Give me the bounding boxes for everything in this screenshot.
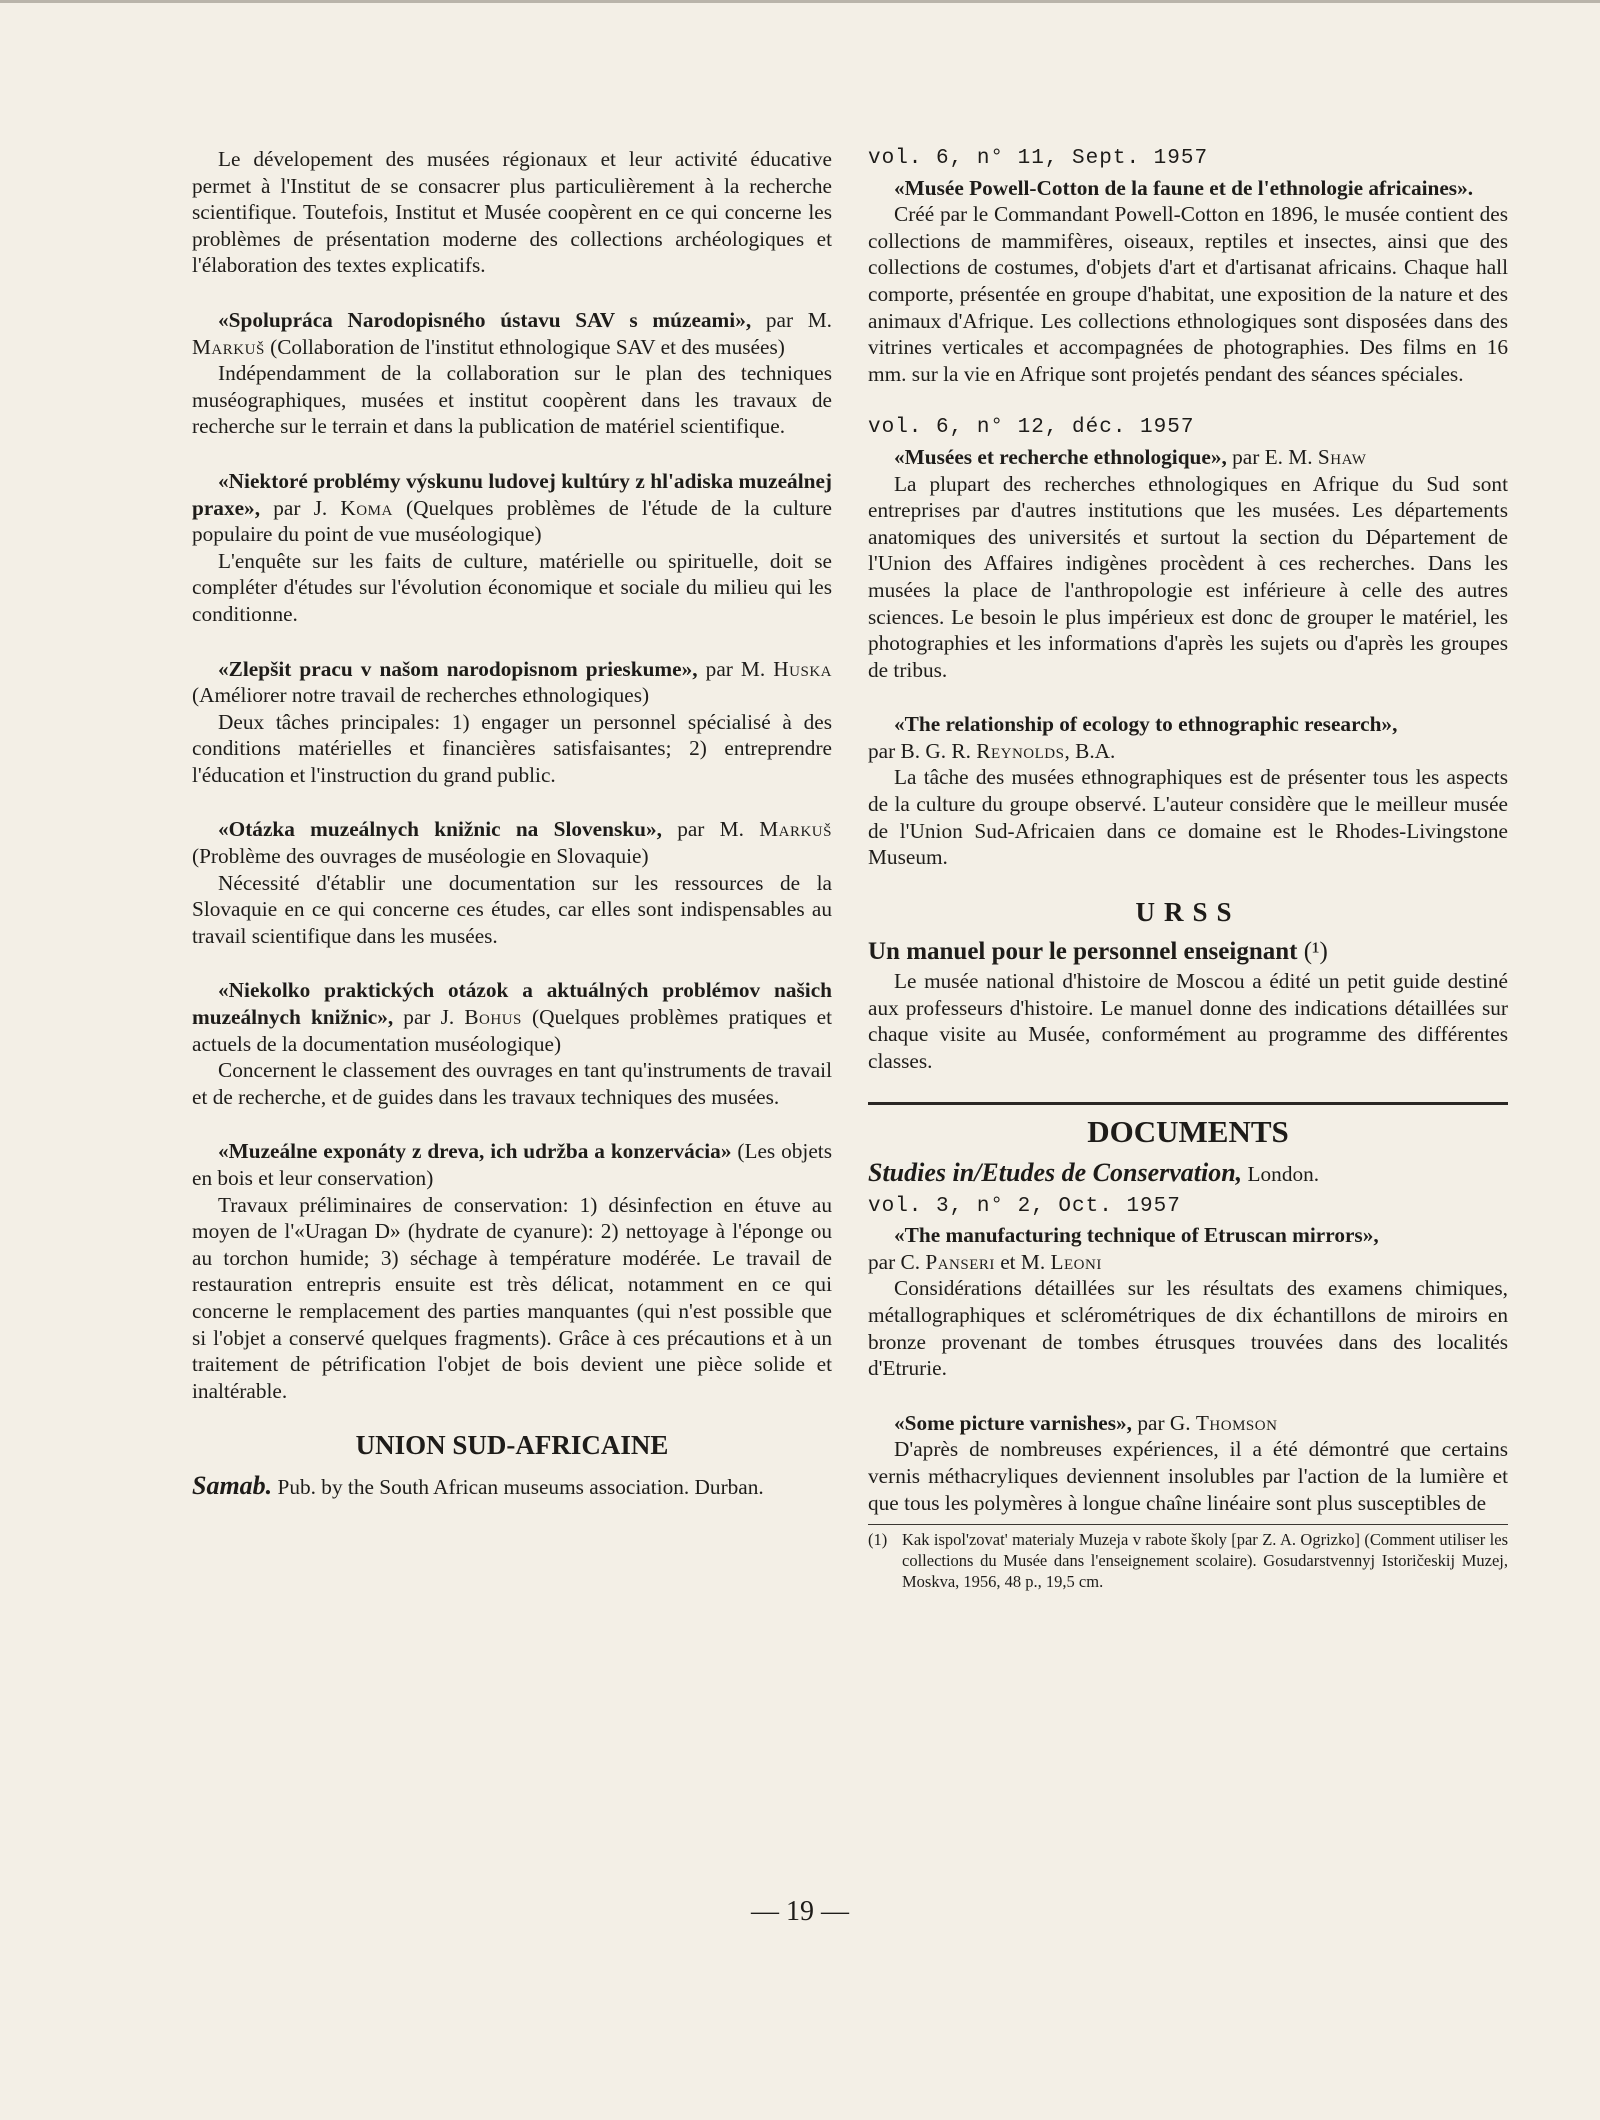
left-column (192, 146, 832, 1507)
entry-summary: Considérations détaillées sur les résultats des examens chimiques, métallographiques et sclérométriques de dix échantillons de miroirs en bronze provenant de tombes étrusques trouvées dans des localités d'Etrurie. (868, 1276, 1508, 1381)
entry-powell-cotton (868, 175, 1508, 388)
entry-summary: La plupart des recherches ethnologiques en Afrique du Sud sont entreprises par d'autres institutions que les musées. Les départements anatomiques des universités et surtout la section du Département de l'Union des Affaires indigènes procèdent à ces recherches. Dans les musées la place de l'anthropologie est inférieure à celle des autres sciences. Le besoin le plus impérieux est donc de grouper le matériel, les photographies et les informations d'après les sujets ou d'après les groupes de tribus. (868, 471, 1508, 682)
entry-title: «Musées et recherche ethnologique», (894, 444, 1227, 469)
journal-studies-in-conservation: Studies in/Etudes de Conservation, London. (868, 1158, 1320, 1187)
entry-summary: Concernent le classement des ouvrages en tant qu'instruments de travail et de recherche, et de guides dans les travaux techniques des musées. (192, 1058, 832, 1109)
entry-ecology: «The relationship of ecology to ethnographic research», par B. G. R. Reynolds, B.A. La tâche des musées ethnographiques est de présenter tous les aspects de la culture du groupe observé. L'auteur considère que le meilleur musée de l'Union Sud-Africaien dans ce domaine est le Rhodes-Livingstone Museum. (868, 712, 1508, 870)
entry-author: Leoni (1050, 1249, 1102, 1274)
entry-spolupraca: «Spolupráca Narodopisného ústavu SAV s múzeami», par M. Markuš (Collaboration de l'institut ethnologique SAV et des musées) Indépendamment de la collaboration sur le plan des techniques muséographiques, musées et institut coopèrent dans les travaux de recherche sur le terrain et dans la publication de matériel scientifique. (192, 307, 832, 439)
section-divider (868, 1102, 1508, 1105)
entry-title: «Some picture varnishes», (894, 1410, 1133, 1435)
volume-line: vol. 3, n° 2, Oct. 1957 (868, 1194, 1181, 1218)
section-heading-union-sud-africaine: UNION SUD-AFRICAINE (355, 1430, 669, 1461)
entry-summary: Créé par le Commandant Powell-Cotton en 1896, le musée contient des collections de mammifères, oiseaux, reptiles et insectes, ainsi que des collections de costumes, d'objets d'art et d'artisanat africains. Chaque hall comporte, présentée en groupe d'habitat, une exposition de la nature et des animaux d'Afrique. Les collections ethnologiques sont disposées dans des vitrines verticales et accompagnées de photographies. Des films en 16 mm. sur la vie en Afrique sont projetés pendant des séances spéciales. (868, 202, 1508, 386)
entry-summary: Nécessité d'établir une documentation sur les ressources de la Slovaquie en ce qui concerne ces études, car elles sont indispensables au travail scientifique dans les musées. (192, 870, 832, 948)
footnote: (1) Kak ispol'zovat' materialy Muzeja v rabote školy [par Z. A. Ogrizko] (Comment utiliser les collections du Musée dans l'enseignement scolaire). Gosudarstvennyj Istoričeskij Muzej, Moskva, 1956, 48 p., 19,5 cm. (868, 1530, 1508, 1592)
entry-manuel (868, 939, 1508, 1074)
entry-author: Thomson (1195, 1410, 1278, 1435)
entry-summary: Travaux préliminaires de conservation: 1) désinfection en étuve au moyen de l'«Uragan D» (hydrate de cyanure): 2) nettoyage à l'éponge ou au torchon humide; 3) séchage à température modérée. Le travail de restauration entrepris ensuite est très délicat, notamment en ce qui concerne le remplacement des parties manquantes (qui n'est possible que si l'objet a conservé quelques fragments). Grâce à ces précautions et à un traitement de pétrification l'objet de bois devient une pièce solide et inaltérable. (192, 1192, 832, 1403)
footnotes (868, 1524, 1508, 1592)
page-number: — 19 — (751, 1896, 849, 1927)
right-column (868, 146, 1508, 1592)
entry-title: «Niekolko praktických otázok a aktuálných problémov našich muzeálnych knižnic», (192, 978, 832, 1030)
entry-author: Shaw (1317, 444, 1367, 469)
entry-author: Markuš (192, 334, 265, 359)
entry-title: «Niektoré problémy výskunu ludovej kultúry z hl'adiska muzeálnej praxe», (192, 468, 832, 520)
entry-picture-varnishes: «Some picture varnishes», par G. Thomson D'après de nombreuses expériences, il a été démontré que certains vernis méthacryliques deviennent insolubles par l'action de la lumière et que tous les polymères à longue chaîne linéaire sont plus susceptibles de (868, 1410, 1508, 1515)
entry-author: Panseri (925, 1249, 995, 1274)
entry-zlepsit: «Zlepšit pracu v našom narodopisnom prieskume», par M. Huska (Améliorer notre travail de recherches ethnologiques) Deux tâches principales: 1) engager un personnel spécialisé à des conditions matérielles et financières satisfaisantes; 2) entreprendre l'éducation et l'instruction du grand public. (192, 656, 832, 787)
entry-author: Reynolds (976, 738, 1065, 763)
entry-otazka: «Otázka muzeálnych knižnic na Slovensku», par M. Markuš (Problème des ouvrages de muséologie en Slovaquie) Nécessité d'établir une documentation sur les ressources de la Slovaquie en ce qui concerne ces études, car elles sont indispensables au travail scientifique dans les musées. (192, 817, 832, 948)
intro-paragraph: Le dévelopement des musées régionaux et leur activité éducative permet à l'Institut de se consacrer plus particulièrement à la recherche scientifique. Toutefois, Institut et Musée coopèrent en ce qui concerne les problèmes de présentation moderne des collections archéologiques et l'élaboration des textes explicatifs. (192, 147, 832, 278)
entry-title: «Otázka muzeálnych knižnic na Slovensku», (218, 817, 662, 842)
volume-line: vol. 6, n° 12, déc. 1957 (868, 416, 1195, 440)
section-heading-documents: DOCUMENTS (1087, 1114, 1289, 1150)
entry-title: «Musée Powell-Cotton de la faune et de l'ethnologie africaines». (894, 175, 1474, 200)
entry-title: «Muzeálne exponáty z dreva, ich udržba a konzervácia» (218, 1139, 732, 1164)
entry-author: Huska (773, 656, 832, 681)
entry-summary: D'après de nombreuses expériences, il a été démontré que certains vernis méthacryliques deviennent insolubles par l'action de la lumière et que tous les polymères à longue chaîne linéaire sont plus susceptibles de (868, 1437, 1508, 1515)
volume-line: vol. 6, n° 11, Sept. 1957 (868, 147, 1209, 170)
entry-title: «Zlepšit pracu v našom narodopisnom prieskume», (218, 656, 698, 681)
entry-niektore: «Niektoré problémy výskunu ludovej kultúry z hl'adiska muzeálnej praxe», par J. Koma (Quelques problèmes de l'étude de la culture populaire du point de vue muséologique) L'enquête sur les faits de culture, matérielle ou spirituelle, doit se compléter d'études sur l'évolution économique et sociale du milieu qui les conditionne. (192, 468, 832, 626)
footnote-reference: (¹) (1297, 938, 1328, 966)
journal-samab: Samab. Pub. by the South African museums association. Durban. (192, 1470, 764, 1500)
footnote-mark: (1) (868, 1530, 888, 1550)
entry-title: «The relationship of ecology to ethnographic research», (894, 712, 1398, 737)
entry-summary: La tâche des musées ethnographiques est de présenter tous les aspects de la culture du groupe observé. L'auteur considère que le meilleur musée de l'Union Sud-Africaien dans ce domaine est le Rhodes-Livingstone Museum. (868, 765, 1508, 870)
entry-author: Koma (340, 495, 393, 520)
entry-title: «Spolupráca Narodopisného ústavu SAV s múzeami», (218, 307, 752, 332)
top-edge-line (0, 0, 1600, 3)
entry-title: Un manuel pour le personnel enseignant (868, 938, 1298, 966)
section-heading-urss: URSS (1135, 896, 1241, 927)
entry-summary: Deux tâches principales: 1) engager un personnel spécialisé à des conditions matérielles et financières satisfaisantes; 2) entreprendre l'éducation et l'instruction du grand public. (192, 709, 832, 787)
entry-author: Markuš (759, 817, 832, 842)
entry-summary: Indépendamment de la collaboration sur le plan des techniques muséographiques, musées et institut coopèrent dans les travaux de recherche sur le terrain et dans la publication de matériel scientifique. (192, 361, 832, 439)
entry-musees-recherche: «Musées et recherche ethnologique», par E. M. Shaw La plupart des recherches ethnologiques en Afrique du Sud sont entreprises par d'autres institutions que les musées. Les départements anatomiques des universités et surtout la section du Département de l'Union des Affaires indigènes procèdent à ces recherches. Dans les musées la place de l'anthropologie est inférieure à celle des autres sciences. Le besoin le plus impérieux est donc de grouper le matériel, les photographies et les informations d'après les sujets ou d'après les groupes de tribus. (868, 444, 1508, 682)
entry-niekolko: «Niekolko praktických otázok a aktuálných problémov našich muzeálnych knižnic», par J. Bohus (Quelques problèmes pratiques et actuels de la documentation muséologique) Concernent le classement des ouvrages en tant qu'instruments de travail et de recherche, et de guides dans les travaux techniques des musées. (192, 978, 832, 1109)
entry-title: «The manufacturing technique of Etruscan mirrors», (894, 1223, 1379, 1248)
entry-muzealne: «Muzeálne exponáty z dreva, ich udržba a konzervácia» (Les objets en bois et leur conservation) Travaux préliminaires de conservation: 1) désinfection en étuve au moyen de l'«Uragan D» (hydrate de cyanure): 2) nettoyage à l'éponge ou au torchon humide; 3) séchage à température modérée. Le travail de restauration entrepris ensuite est très délicat, notamment en ce qui concerne le remplacement des parties manquantes (qui n'est possible que si l'objet a conservé quelques fragments). Grâce à ces précautions et à un traitement de pétrification l'objet de bois devient une pièce solide et inaltérable. (192, 1139, 832, 1403)
entry-etruscan-mirrors: «The manufacturing technique of Etruscan mirrors», par C. Panseri et M. Leoni Considérations détaillées sur les résultats des examens chimiques, métallographiques et sclérométriques de dix échantillons de miroirs en bronze provenant de tombes étrusques trouvées dans des localités d'Etrurie. (868, 1223, 1508, 1381)
entry-summary: L'enquête sur les faits de culture, matérielle ou spirituelle, doit se compléter d'études sur l'évolution économique et sociale du milieu qui les conditionne. (192, 548, 832, 626)
entry-summary: Le musée national d'histoire de Moscou a édité un petit guide destiné aux professeurs d'histoire. Le manuel donne des indications détaillées sur chaque visite au Musée, conformément au programme des différentes classes. (868, 969, 1508, 1073)
entry-author: Bohus (464, 1005, 522, 1030)
